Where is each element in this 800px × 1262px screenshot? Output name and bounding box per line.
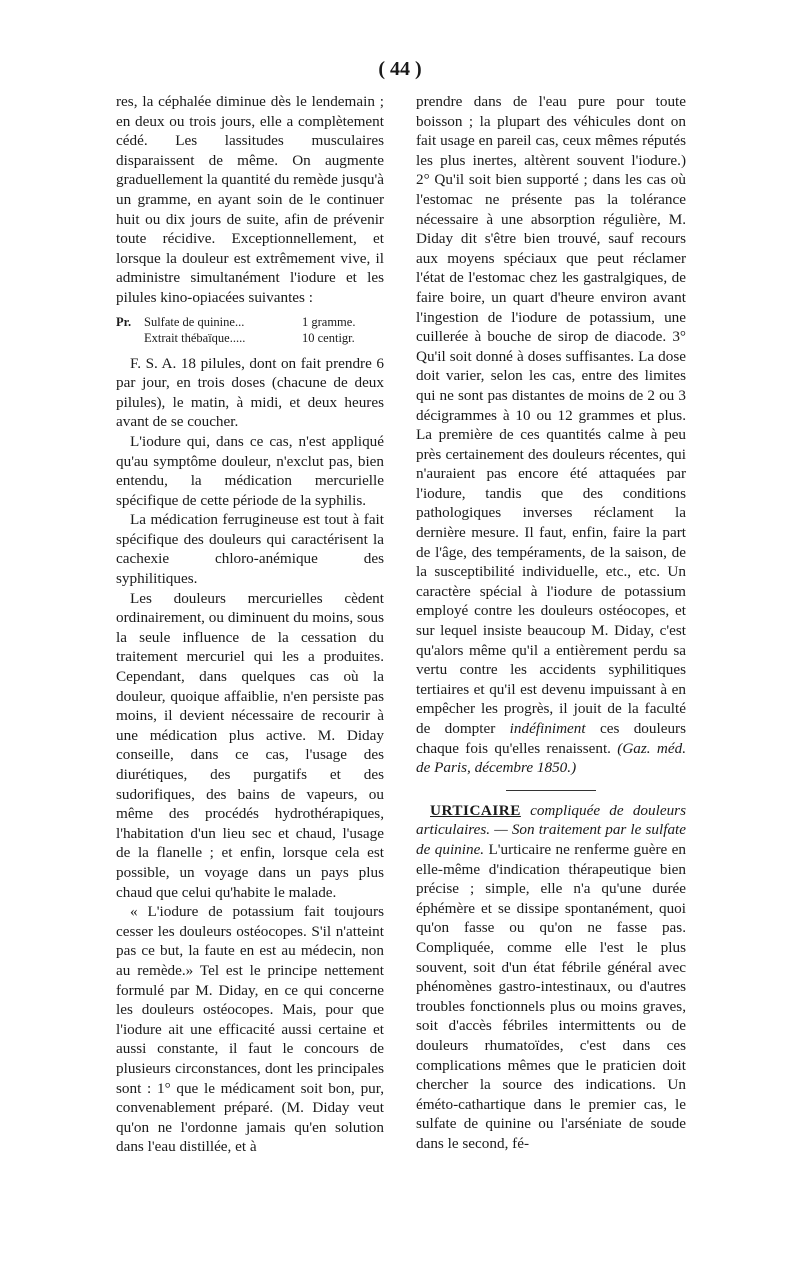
ingredient-name: Extrait thébaïque..... [144,330,246,345]
left-column [116,92,384,1157]
paragraph: La médication ferrugineuse est tout à fait spécifique des douleurs qui caractérisent la cachexie chloro-anémique des syphilitiques. [116,511,384,588]
prescription-row [116,330,384,346]
paragraph-text: prendre dans de l'eau pure pour toute boisson ; la plupart des véhicules dont on fait usage en pareil cas, ceux mêmes réputés les plus inertes, altèrent souvent l'iodure.) 2° Qu'il soit bien supporté ; dans les cas où l'estomac ne présente pas la tolérance nécessaire à une absorption régulière, M. Diday dit s'être bien trouvé, sauf recours aux moyens spéciaux que peut réclamer l'état de l'estomac chez les gastralgiques, de faire boire, un quart d'heure environ avant l'ingestion de l'iodure de potassium, une cuillerée à bouche de sirop de diacode. 3° Qu'il soit donné à doses suffisantes. La dose doit varier, selon les cas, entre des limites qui ne sont pas distantes de moins de 2 ou 3 décigrammes à 10 ou 12 grammes et plus. La première de ces quantités calme à peu près certainement des douleurs récentes, qui n'auraient pas encore été attaquées par l'iodure, tandis que des conditions pathologiques inverses réclament la dernière mesure. Il faut, enfin, faire la part de l'âge, des tempéraments, de la saison, de la susceptibilité individuelle, etc., etc. Un caractère spécial à l'iodure de potassium employé contre les douleurs ostéocopes, et sur lequel insiste beaucoup M. Diday, c'est qu'alors même qu'il a entièrement perdu sa vertu contre les accidents syphilitiques tertiaires et qu'il est devenu impuissant à en empêcher les progrès, il jouit de la faculté de dompter [416,93,686,737]
section-title: URTICAIRE [430,801,521,819]
paragraph: Les douleurs mercurielles cèdent ordinairement, ou diminuent du moins, sous la seule influence de la cessation du traitement mercuriel qui les a produites. Cependant, dans quelques cas où la douleur, quoique affaiblie, n'en persiste pas moins, il devient nécessaire de recourir à une médication plus active. M. Diday conseille, dans ce cas, l'usage des diurétiques, des purgatifs et des sudorifiques, des bains de vapeurs, ou même des procédés hydrothérapiques, l'habitation d'un lieu sec et chaud, l'usage de la flanelle ; et enfin, lorsque cela est possible, un voyage dans un pays plus chaud que celui qu'habite le malade. [116,589,384,901]
paragraph [416,92,686,778]
section-divider [506,790,596,791]
paragraph-text: L'urticaire ne renferme guère en elle-même d'indication thérapeutique bien précise ; simple, elle n'a qu'une durée éphémère et se dissipe spontanément, quoi qu'on fasse ou qu'on ne fasse pas. Compliquée, comme elle l'est le plus souvent, soit d'un état fébrile général avec phénomènes gastro-intestinaux, ou d'autres troubles fonctionnels plus ou moins graves, soit d'accès fébriles intermittents ou de douleurs rhumatoïdes, c'est dans ces complications mêmes que le praticien doit chercher la source des indications. Un éméto-cathartique dans le premier cas, le sulfate de quinine ou l'arséniate de soude dans le second, fé- [416,840,687,1152]
prescription-mark: Pr. [116,314,132,329]
right-column [416,92,686,1153]
prescription [116,314,384,346]
paragraph: F. S. A. 18 pilules, dont on fait prendre 6 par jour, en trois doses (chacune de deux pilules), le matin, à midi, et deux heures avant de se coucher. [116,354,384,431]
section-subtitle: compliquée de douleurs articulaires. — Son traitement par le sulfate de quinine. [416,801,686,858]
emphasis: indéfiniment [509,720,586,737]
ingredient-quantity: 1 gramme. [302,314,356,329]
paragraph: L'iodure qui, dans ce cas, n'est appliqué qu'au symptôme douleur, n'exclut pas, bien entendu, la médication mercurielle spécifique de cette période de la syphilis. [116,432,384,509]
page-number: ( 44 ) [378,58,422,80]
citation: (Gaz. méd. de Paris, décembre 1850.) [416,739,686,777]
paragraph-text: ces douleurs chaque fois qu'elles renaissent. [416,720,687,757]
prescription-row [116,314,384,330]
ingredient-name: Sulfate de quinine... [144,314,245,329]
section-paragraph [416,801,686,1154]
paragraph: « L'iodure de potassium fait toujours cesser les douleurs ostéocopes. S'il n'atteint pas ce but, la faute en est au médecin, non au remède.» Tel est le principe nettement formulé par M. Diday, en ce qui concerne les douleurs ostéocopes. Mais, pour que l'iodure ait une efficacité aussi certaine et aussi constante, il faut le concours de plusieurs circonstances, dont les principales sont : 1° que le médicament soit bon, pur, convenablement préparé. (M. Diday veut qu'on ne l'ordonne jamais qu'en solution dans l'eau distillée, et à [116,903,384,1156]
paragraph: res, la céphalée diminue dès le lendemain ; en deux ou trois jours, elle a complètement cédé. Les lassitudes musculaires disparaissent de même. On augmente graduellement la quantité du remède jusqu'à un gramme, en ayant soin de le continuer huit ou dix jours de suite, afin de prévenir toute récidive. Exceptionnellement, et lorsque la douleur est extrêmement vive, il administre simultanément l'iodure et les pilules kino-opiacées suivantes : [116,93,384,306]
ingredient-quantity: 10 centigr. [302,330,355,345]
